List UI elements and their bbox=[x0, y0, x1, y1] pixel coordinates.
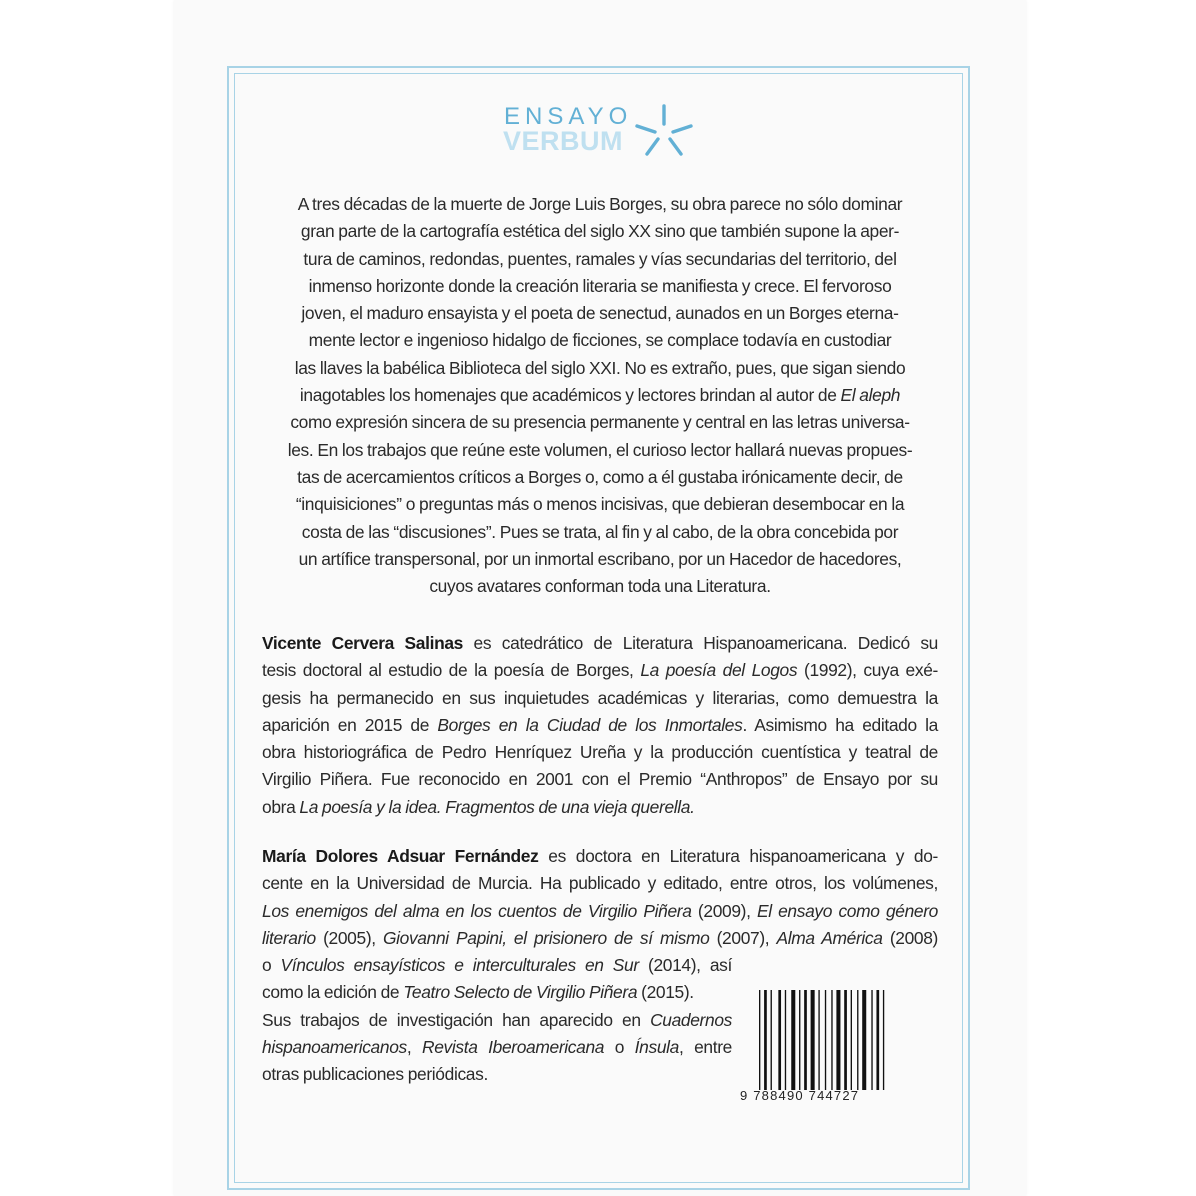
bio-line bbox=[262, 1007, 732, 1034]
barcode-bar bbox=[818, 990, 819, 1090]
barcode-bar bbox=[771, 990, 772, 1090]
book-title: Vínculos ensayísticos e interculturales en Sur bbox=[280, 955, 639, 976]
bio-text: , bbox=[406, 1037, 422, 1058]
bio-text: es catedrático de Literatura Hispanoamericana. Dedicó su bbox=[463, 633, 938, 653]
intro-line: les. En los trabajos que reúne este volumen, el curioso lector hallará nuevas propues- bbox=[287, 439, 913, 460]
bio-line: obra historiográfica de Pedro Henríquez Ureña y la producción cuentística y teatral de bbox=[262, 742, 938, 763]
book-title: Borges en la Ciudad de los Inmortales bbox=[437, 714, 743, 735]
intro-line: costa de las “discusiones”. Pues se trata, al fin y al cabo, de la obra concebida por bbox=[301, 521, 899, 542]
bio-line bbox=[262, 657, 938, 684]
barcode-bar bbox=[778, 990, 781, 1090]
barcode-bar bbox=[831, 990, 832, 1090]
bio-line bbox=[262, 712, 938, 739]
bio-line: cente en la Universidad de Murcia. Ha publicado y editado, entre otros, los volúmenes, bbox=[262, 873, 938, 894]
book-title: Revista Iberoamericana bbox=[421, 1037, 605, 1058]
barcode-bar bbox=[836, 990, 840, 1090]
book-title: Los enemigos del alma en los cuentos de Virgilio Piñera bbox=[262, 900, 692, 921]
bio-text: aparición en 2015 de bbox=[262, 714, 438, 735]
bio-text: es doctora en Literatura hispanoamericana y do- bbox=[538, 846, 939, 866]
book-title: La poesía del Logos bbox=[640, 660, 798, 681]
bio-line bbox=[262, 630, 938, 657]
bio-text: (2014), así bbox=[638, 955, 732, 976]
intro-line: gran parte de la cartografía estética del siglo XX sino que también supone la aper- bbox=[300, 221, 900, 242]
bio-text: o bbox=[604, 1037, 635, 1058]
intro-line: “inquisiciones” o preguntas más o menos incisivas, que debieran desembocar en la bbox=[295, 494, 905, 515]
intro-line: inmenso horizonte donde la creación literaria se manifiesta y crece. El fervoroso bbox=[308, 275, 892, 296]
bio-line bbox=[262, 925, 938, 952]
bio-line bbox=[262, 898, 938, 925]
author-name: María Dolores Adsuar Fernández bbox=[262, 846, 539, 866]
isbn-digits: 9 788490 744727 bbox=[740, 1088, 860, 1103]
bio-text: obra bbox=[262, 796, 300, 817]
barcode-bar bbox=[825, 990, 826, 1090]
bio-line bbox=[262, 952, 732, 979]
bio-text: (2007), bbox=[709, 927, 777, 948]
book-title: Alma América bbox=[776, 927, 883, 948]
bio-line bbox=[262, 794, 938, 821]
book-title: Giovanni Papini, el prisionero de sí mismo bbox=[382, 927, 710, 948]
barcode-bar bbox=[764, 990, 767, 1090]
bio-text: (2008) bbox=[882, 927, 938, 948]
bio-text: (2005), bbox=[315, 927, 383, 948]
publisher-logo bbox=[500, 100, 700, 162]
barcode-bar bbox=[844, 990, 847, 1090]
bio-text: o bbox=[262, 955, 281, 976]
intro-line: A tres décadas de la muerte de Jorge Luis Borges, su obra parece no sólo dominar bbox=[297, 194, 903, 214]
logo-ensayo-text: ENSAYO bbox=[504, 103, 633, 130]
bio-line: gesis ha permanecido en sus inquietudes académicas y literarias, como demuestra la bbox=[262, 687, 938, 708]
intro-line: como expresión sincera de su presencia permanente y central en las letras universa- bbox=[290, 412, 910, 433]
intro-line: cuyos avatares conforman toda una Literatura. bbox=[429, 576, 771, 597]
bio-line: otras publicaciones periódicas. bbox=[262, 1064, 488, 1085]
barcode-bar bbox=[785, 990, 786, 1090]
bio-line: Virgilio Piñera. Fue reconocido en 2001 con el Premio “Anthropos” de Ensayo por su bbox=[262, 769, 938, 790]
intro-line: las llaves la babélica Biblioteca del siglo XXI. No es extraño, pues, que sigan siendo bbox=[294, 357, 906, 378]
bio-text: tesis doctoral al estudio de la poesía de Borges, bbox=[262, 660, 641, 681]
intro-line: joven, el maduro ensayista y el poeta de senectud, aunados en un Borges eterna- bbox=[301, 303, 899, 324]
bio-line bbox=[262, 843, 938, 870]
bio-text: Sus trabajos de investigación han aparecido en bbox=[262, 1009, 651, 1030]
author-bio-cervera bbox=[262, 630, 938, 821]
intro-line: tura de caminos, redondas, puentes, ramales y vías secundarias del territorio, del bbox=[303, 248, 897, 269]
intro-line: un artífice transpersonal, por un inmortal escribano, por un Hacedor de hacedores, bbox=[298, 548, 902, 569]
book-title: La poesía y la idea. Fragmentos de una vieja querella. bbox=[299, 796, 695, 817]
logo-verbum-text: VERBUM bbox=[503, 126, 624, 156]
intro-paragraph bbox=[262, 191, 938, 600]
book-title: El aleph bbox=[840, 385, 901, 406]
isbn-barcode bbox=[740, 990, 900, 1110]
barcode-bar bbox=[876, 990, 879, 1090]
barcode-bar bbox=[799, 990, 800, 1090]
intro-text: inagotables los homenajes que académicos y lectores brindan al autor de bbox=[299, 385, 841, 406]
barcode-bar bbox=[791, 990, 795, 1090]
barcode-bar bbox=[857, 990, 858, 1090]
barcode-bar bbox=[862, 990, 866, 1090]
bio-text: (1992), cuya exé- bbox=[797, 660, 938, 681]
asterisk-star-icon bbox=[633, 102, 695, 160]
intro-line: tas de acercamientos críticos a Borges o, como a él gustaba irónicamente decir, de bbox=[297, 466, 903, 487]
book-title: Teatro Selecto de Virgilio Piñera bbox=[403, 982, 638, 1003]
bio-line bbox=[262, 1034, 732, 1061]
barcode-icon bbox=[758, 990, 894, 1090]
intro-line: mente lector e ingenioso hidalgo de ficciones, se complace todavía en custodiar bbox=[308, 330, 892, 351]
bio-text: , entre bbox=[678, 1037, 732, 1058]
bio-text: como la edición de bbox=[262, 982, 404, 1003]
book-title: Cuadernos bbox=[650, 1009, 732, 1030]
barcode-bar bbox=[811, 990, 815, 1090]
intro-line bbox=[262, 382, 938, 409]
book-title: El ensayo como género bbox=[756, 900, 938, 921]
book-title: literario bbox=[262, 927, 316, 948]
barcode-bar bbox=[804, 990, 807, 1090]
bio-text: (2015). bbox=[637, 982, 694, 1003]
barcode-bar bbox=[871, 990, 872, 1090]
barcode-bar bbox=[851, 990, 852, 1090]
bio-text: . Asimismo ha editado la bbox=[742, 714, 938, 735]
book-title: hispanoamericanos bbox=[262, 1037, 407, 1058]
author-name: Vicente Cervera Salinas bbox=[262, 633, 463, 653]
book-title: Ínsula bbox=[634, 1037, 679, 1058]
barcode-bar bbox=[759, 990, 760, 1090]
barcode-bar bbox=[883, 990, 884, 1090]
bio-text: (2009), bbox=[691, 900, 757, 921]
